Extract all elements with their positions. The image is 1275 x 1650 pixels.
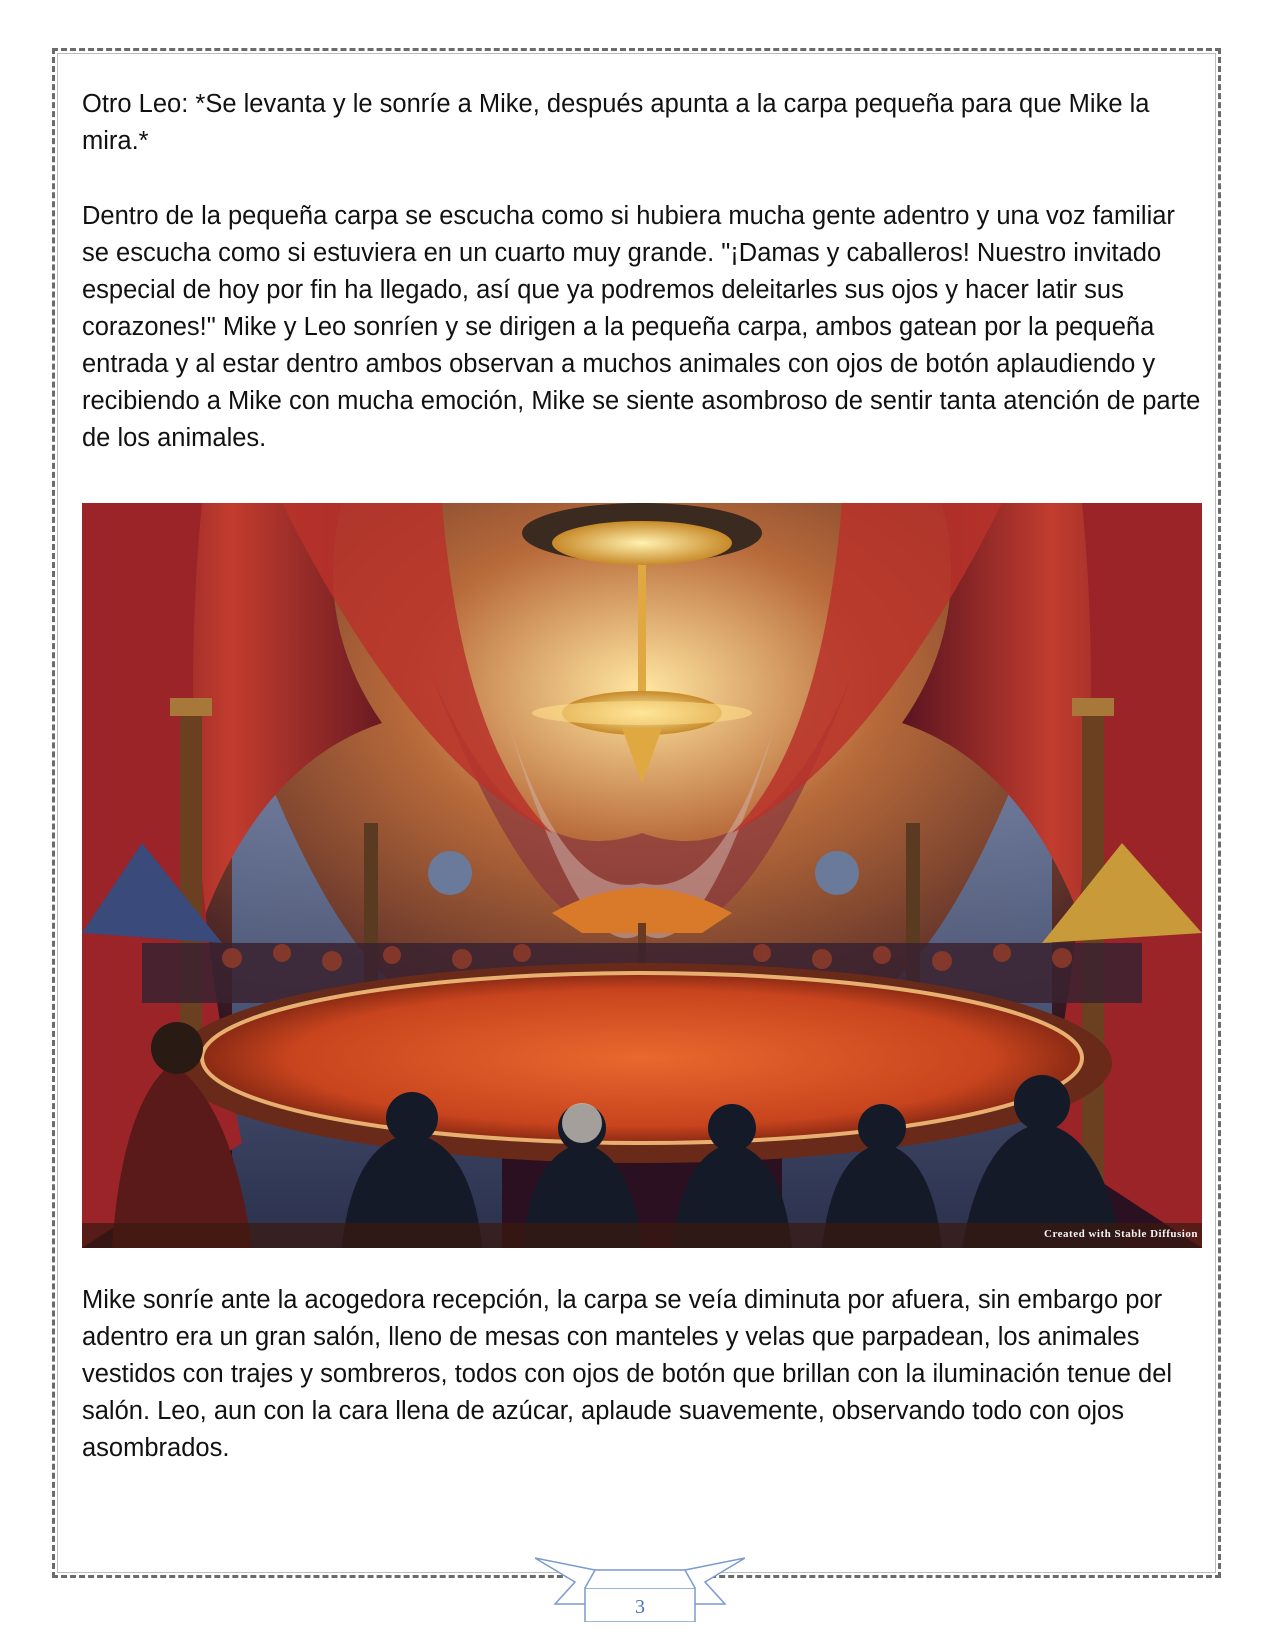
paragraph-3: Mike sonríe ante la acogedora recepción, la carpa se veía diminuta por afuera, sin embargo por adentro era un gran salón, lleno de mesas con manteles y velas que parpadean, los animales vestidos con trajes y sombreros, todos con ojos de botón que brillan con la iluminación tenue del salón. Leo, aun con la cara llena de azúcar, aplaude suavemente, observando todo con ojos asombrados.: [82, 1286, 1173, 1462]
paragraph-1: Otro Leo: *Se levanta y le sonríe a Mike, después apunta a la carpa pequeña para que Mike la mira.*: [82, 90, 1150, 155]
illustration-watermark: Created with Stable Diffusion: [1044, 1228, 1198, 1240]
circus-tent-illustration: [82, 503, 1202, 1248]
paragraph-2: Dentro de la pequeña carpa se escucha como si hubiera mucha gente adentro y una voz familiar se escucha como si estuviera en un cuarto muy grande. "¡Damas y caballeros! Nuestro invitado especial de hoy por fin ha llegado, así que ya podremos deleitarles sus ojos y hacer latir sus corazones!" Mike y Leo sonríen y se dirigen a la pequeña carpa, ambos gatean por la pequeña entrada y al estar dentro ambos observan a muchos animales con ojos de botón aplaudiendo y recibiendo a Mike con mucha emoción, Mike se siente asombroso de sentir tanta atención de parte de los animales.: [82, 202, 1201, 452]
page-number-ribbon: [535, 1556, 745, 1622]
page-number: 3: [635, 1596, 645, 1618]
illustration-canvas: [82, 503, 1202, 1248]
